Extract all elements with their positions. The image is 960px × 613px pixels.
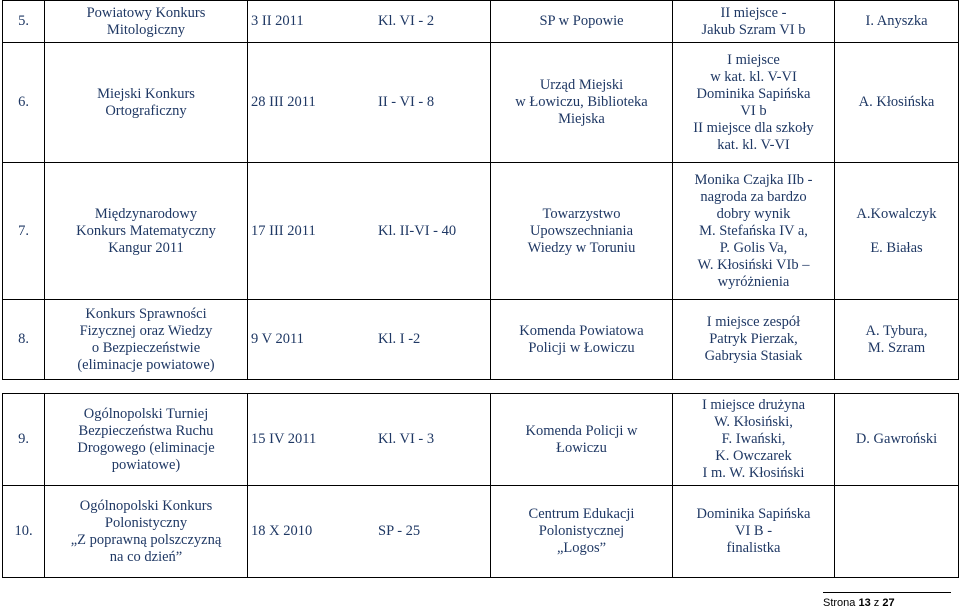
result — [673, 1, 835, 43]
result — [673, 163, 835, 300]
cell-line: „Z poprawną polszczyzną — [70, 531, 222, 548]
date-class-wrap — [251, 223, 487, 240]
competition-date: 15 IV 2011 — [251, 431, 317, 447]
cell-line: Upowszechniania — [529, 222, 634, 239]
cell-line: D. Gawroński — [855, 431, 938, 447]
cell-line: Patryk Pierzak, — [709, 331, 798, 347]
competition-name — [45, 394, 248, 486]
cell-line: Powiatowy Konkurs — [86, 4, 206, 21]
cell-line: I. Anyszka — [865, 13, 928, 29]
cell-line: powiatowe) — [111, 456, 181, 473]
competition-name — [45, 300, 248, 380]
cell-line: finalistka — [726, 540, 781, 556]
cell-line: Łowiczu — [556, 439, 607, 456]
participant-class: Kl. II-VI - 40 — [378, 222, 457, 239]
date-and-class — [248, 43, 491, 163]
cell-line: Konkurs Matematyczny — [76, 222, 216, 239]
competition-date: 9 V 2011 — [251, 331, 304, 347]
footer-separator: z — [873, 597, 880, 609]
cell-line: Gabrysia Stasiak — [704, 348, 803, 364]
competition-table-top — [2, 0, 959, 380]
cell-line: kat. kl. V-VI — [717, 136, 790, 153]
organizer — [491, 1, 673, 43]
cell-line: „Logos” — [556, 540, 607, 556]
organizer — [491, 163, 673, 300]
cell-line: W. Kłosiński, — [714, 414, 793, 430]
competition-date: 17 III 2011 — [251, 222, 316, 239]
date-class-wrap — [251, 431, 487, 448]
cell-line: A. Kłosińska — [858, 94, 935, 110]
competition-date: 28 III 2011 — [251, 94, 316, 110]
page-footer — [823, 597, 895, 609]
cell-line: dobry wynik — [716, 205, 791, 222]
date-class-wrap — [251, 523, 487, 540]
result — [673, 300, 835, 380]
cell-line: Miejska — [558, 111, 605, 127]
organizer — [491, 43, 673, 163]
cell-line: (eliminacje powiatowe) — [77, 356, 215, 373]
cell-line: I miejsce drużyna — [701, 397, 806, 413]
competition-name — [45, 1, 248, 43]
cell-line: Monika Czajka IIb - — [694, 171, 813, 188]
row-number: 7. — [3, 163, 45, 300]
teacher — [835, 43, 959, 163]
cell-line: Mitologiczny — [106, 21, 186, 38]
table-row — [3, 163, 959, 300]
footer-current-page: 13 — [858, 597, 871, 609]
cell-line: w kat. kl. V-VI — [710, 68, 797, 85]
participant-class: Kl. VI - 2 — [378, 13, 435, 29]
cell-line: Ortograficzny — [105, 102, 187, 119]
row-number: 5. — [3, 1, 45, 43]
cell-line: Ogólnopolski Konkurs — [79, 497, 213, 514]
row-number: 9. — [3, 394, 45, 486]
cell-line: I m. W. Kłosiński — [702, 465, 805, 481]
date-and-class — [248, 163, 491, 300]
competition-name — [45, 163, 248, 300]
cell-line: P. Golis Va, — [719, 239, 788, 256]
cell-line: Urząd Miejski — [539, 77, 624, 93]
competition-date: 3 II 2011 — [251, 13, 304, 29]
footer-prefix: Strona — [823, 597, 856, 609]
cell-line: Komenda Policji w — [525, 422, 638, 439]
cell-line: M. Szram — [867, 339, 926, 356]
cell-line: Dominika Sapińska — [696, 85, 811, 102]
cell-line: I miejsce — [727, 51, 780, 68]
cell-line: Kangur 2011 — [108, 239, 184, 256]
organizer — [491, 486, 673, 578]
cell-line: Bezpieczeństwa Ruchu — [78, 422, 214, 439]
cell-line: Polonistycznej — [538, 523, 625, 539]
cell-line: II miejsce dla szkoły — [693, 119, 814, 136]
footer-total-pages: 27 — [882, 597, 895, 609]
cell-line: A.Kowalczyk — [856, 205, 937, 222]
cell-line: Polonistyczny — [104, 514, 188, 531]
teacher — [835, 394, 959, 486]
date-class-wrap — [251, 331, 487, 348]
cell-line: Miejski Konkurs — [97, 85, 195, 102]
row-number: 6. — [3, 43, 45, 163]
cell-line: II miejsce - — [720, 4, 787, 21]
table-row — [3, 300, 959, 380]
participant-class: II - VI - 8 — [378, 94, 435, 110]
cell-line: Wiedzy w Toruniu — [527, 239, 636, 256]
cell-line: E. Białas — [870, 239, 923, 256]
cell-line: Fizycznej oraz Wiedzy — [79, 322, 213, 339]
cell-line: VI b — [740, 102, 767, 119]
cell-line: Centrum Edukacji — [528, 506, 635, 522]
result — [673, 43, 835, 163]
date-and-class — [248, 394, 491, 486]
participant-class: Kl. VI - 3 — [378, 431, 435, 447]
cell-line — [838, 523, 955, 540]
table-row — [3, 43, 959, 163]
cell-line: Dominika Sapińska — [696, 506, 811, 522]
cell-line: wyróżnienia — [717, 273, 790, 290]
date-and-class — [248, 1, 491, 43]
cell-line: nagroda za bardzo — [700, 188, 807, 205]
cell-line: F. Iwański, — [721, 431, 786, 447]
competition-table-bottom — [2, 393, 959, 578]
teacher — [835, 486, 959, 578]
cell-line: Policji w Łowiczu — [528, 339, 635, 356]
competition-name — [45, 486, 248, 578]
cell-line: Komenda Powiatowa — [519, 322, 644, 339]
teacher — [835, 300, 959, 380]
teacher — [835, 1, 959, 43]
cell-line: Drogowego (eliminacje — [77, 439, 215, 456]
cell-line: Konkurs Sprawności — [85, 305, 207, 322]
cell-line: w Łowiczu, Biblioteka — [515, 94, 648, 110]
teacher — [835, 163, 959, 300]
participant-class: SP - 25 — [378, 523, 421, 539]
organizer — [491, 300, 673, 380]
table-row — [3, 394, 959, 486]
cell-line: VI B - — [734, 523, 773, 539]
cell-line: A. Tybura, — [865, 322, 928, 339]
row-number: 10. — [3, 486, 45, 578]
footer-divider — [823, 592, 951, 593]
result — [673, 486, 835, 578]
cell-line: M. Stefańska IV a, — [699, 222, 808, 239]
cell-line: SP w Popowie — [539, 13, 624, 29]
organizer — [491, 394, 673, 486]
cell-line — [838, 223, 955, 240]
cell-line: Towarzystwo — [542, 205, 621, 222]
participant-class: Kl. I -2 — [378, 331, 421, 347]
competition-date: 18 X 2010 — [251, 523, 313, 539]
table-row — [3, 486, 959, 578]
cell-line: na co dzień” — [109, 548, 183, 565]
cell-line: K. Owczarek — [715, 448, 792, 464]
date-class-wrap — [251, 94, 487, 111]
cell-line: Jakub Szram VI b — [701, 21, 806, 38]
row-number: 8. — [3, 300, 45, 380]
date-and-class — [248, 486, 491, 578]
cell-line: o Bezpieczeństwie — [91, 339, 201, 356]
cell-line: Międzynarodowy — [94, 205, 198, 222]
table-row — [3, 1, 959, 43]
cell-line: W. Kłosiński VIb – — [697, 256, 810, 273]
date-and-class — [248, 300, 491, 380]
result — [673, 394, 835, 486]
competition-name — [45, 43, 248, 163]
cell-line: Ogólnopolski Turniej — [83, 405, 209, 422]
cell-line: I miejsce zespół — [706, 314, 801, 330]
date-class-wrap — [251, 13, 487, 30]
